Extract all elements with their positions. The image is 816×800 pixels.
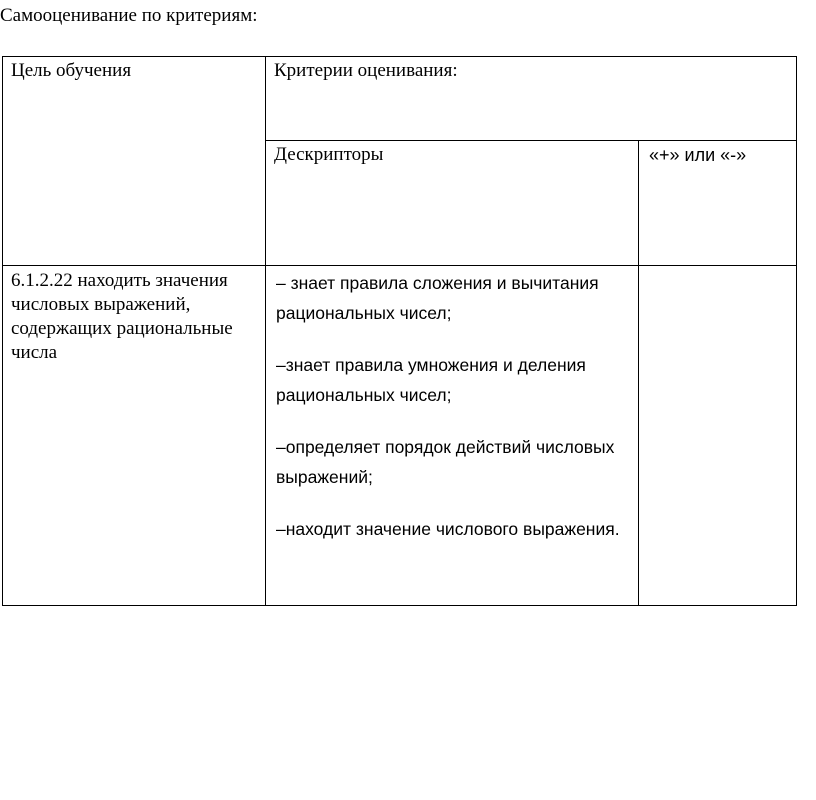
descriptors-cell	[266, 266, 639, 606]
mark-header: «+» или «-»	[649, 145, 747, 165]
learning-goal-text: 6.1.2.22 находить значения числовых выражений, содержащих рациональные числа	[11, 270, 233, 363]
learning-goal-header: Цель обучения	[11, 60, 132, 81]
assessment-table	[2, 56, 797, 606]
criteria-header: Критерии оценивания:	[274, 60, 458, 81]
descriptors-header-cell	[266, 141, 639, 266]
page-title: Самооценивание по критериям:	[0, 5, 258, 26]
descriptors-list	[266, 266, 638, 544]
mark-header-cell	[639, 141, 797, 266]
learning-goal-header-cell	[3, 57, 266, 266]
learning-goal-cell	[3, 266, 266, 606]
criteria-header-cell	[266, 57, 797, 141]
descriptor-item: –знает правила умножения и деления рациональных чисел;	[276, 355, 586, 405]
mark-value	[639, 266, 796, 268]
descriptors-header: Дескрипторы	[274, 144, 384, 165]
descriptor-item: –определяет порядок действий числовых выражений;	[276, 437, 615, 487]
descriptor-item: – знает правила сложения и вычитания рациональных чисел;	[276, 273, 599, 323]
descriptor-item: –находит значение числового выражения.	[276, 519, 620, 539]
mark-cell[interactable]	[639, 266, 797, 606]
